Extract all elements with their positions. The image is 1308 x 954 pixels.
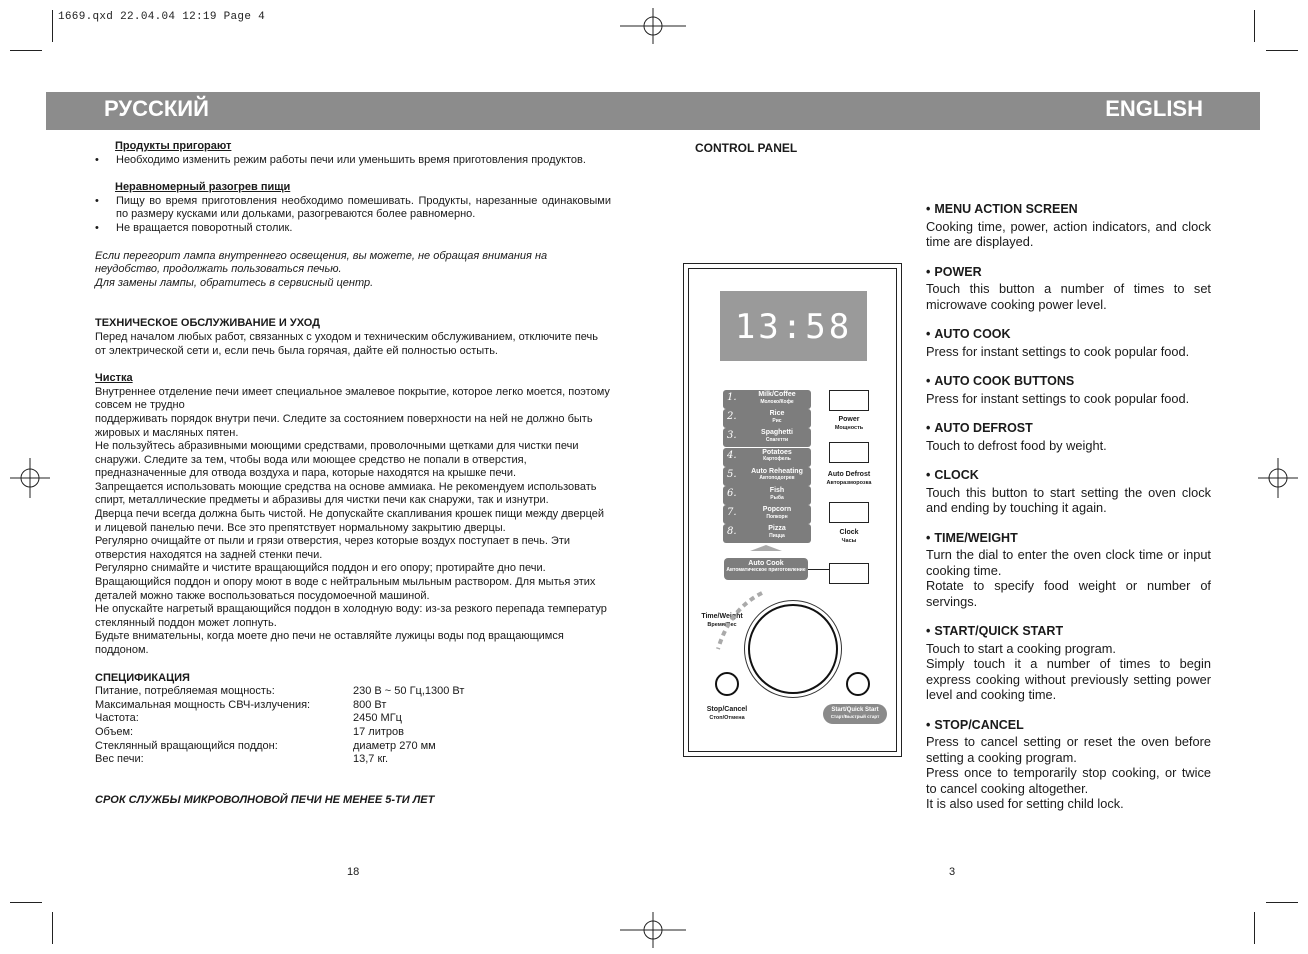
cleaning-paragraph: Вращающийся поддон и опору моют в воде с нейтральным мыльным раствором. Для мытья этих деталей можно также воспользоваться посудомоечной машиной. bbox=[95, 576, 596, 602]
menu-number: 6. bbox=[727, 487, 737, 499]
spec-value: 2450 МГц bbox=[353, 712, 402, 725]
cleaning-paragraph: Дверца печи всегда должна быть чистой. Не допускайте скапливания крошек пищи между дверцей и лицевой панелью печи. Все это препятствует нормальному закрытию дверцы. bbox=[95, 508, 605, 534]
russian-column bbox=[95, 140, 611, 807]
clock-label-ru: Часы bbox=[841, 538, 857, 544]
auto-cook-indicator-box bbox=[829, 563, 869, 584]
english-column bbox=[926, 202, 1211, 827]
menu-label-ru: Попкорн bbox=[766, 513, 788, 520]
auto-cook-buttons bbox=[723, 390, 811, 544]
time-weight-label-en: Time/Weight bbox=[701, 613, 743, 620]
crop-mark bbox=[52, 10, 53, 42]
page-number-right: 3 bbox=[949, 866, 956, 878]
crop-mark bbox=[10, 902, 42, 903]
menu-label: Pizza bbox=[768, 525, 786, 533]
menu-number: 7. bbox=[727, 507, 737, 519]
control-text: Cooking time, power, action indicators, and clock time are displayed. bbox=[926, 218, 1211, 249]
control-title: AUTO COOK BUTTONS bbox=[934, 374, 1075, 388]
spec-key: Объем: bbox=[95, 725, 134, 738]
auto-cook-button[interactable] bbox=[723, 390, 811, 409]
time-weight-label-ru: Время/Вес bbox=[707, 622, 737, 628]
spec-value: 17 литров bbox=[353, 725, 404, 738]
stop-cancel-label-ru: Стоп/Отмена bbox=[709, 715, 745, 721]
menu-label-ru: Пицца bbox=[769, 532, 785, 539]
power-button[interactable] bbox=[829, 390, 869, 411]
menu-number: 8. bbox=[727, 526, 737, 538]
auto-cook-button[interactable] bbox=[723, 486, 811, 505]
language-header-bar bbox=[46, 92, 1260, 130]
auto-cook-button[interactable] bbox=[723, 448, 811, 467]
auto-cook-button[interactable] bbox=[724, 558, 808, 580]
menu-label: Auto Reheating bbox=[751, 467, 803, 475]
start-label-ru: Старт/Быстрый старт bbox=[830, 713, 880, 719]
control-text: Rotate to specify food weight or number of servings. bbox=[926, 578, 1211, 609]
control-description: • STOP/CANCEL Press to cancel setting or reset the oven before setting a cooking program. Press once to temporarily stop cooking, or twice to cancel cooking altogether. It is also used for setting child lock. bbox=[926, 717, 1211, 811]
menu-label-ru: Рыба bbox=[770, 494, 784, 501]
stop-cancel-label-en: Stop/Cancel bbox=[706, 706, 748, 713]
slug-line: 1669.qxd 22.04.04 12:19 Page 4 bbox=[58, 11, 266, 23]
registration-mark-top bbox=[620, 8, 686, 44]
control-text: Touch to defrost food by weight. bbox=[926, 437, 1107, 453]
clock-button[interactable] bbox=[829, 502, 869, 523]
control-text: Touch this button to start setting the oven clock and ending by touching it again. bbox=[926, 484, 1211, 515]
menu-label-ru: Рис bbox=[772, 417, 782, 424]
crop-mark bbox=[10, 50, 42, 51]
cleaning-paragraph: Не пользуйтесь абразивными моющими средствами, проволочными щетками для чистки печи снаружи. Следите за тем, чтобы вода или моющее средство не попали в отверстия, предназначенные для отвода воздуха и пара, которые находятся на крышке печи. bbox=[95, 440, 579, 480]
power-label bbox=[819, 416, 879, 432]
cleaning-paragraph: Регулярно снимайте и чистите вращающийся поддон и его опору; протирайте дно печи. bbox=[95, 562, 546, 575]
menu-label-ru: Спагетти bbox=[765, 436, 789, 443]
power-label-en: Power bbox=[838, 416, 860, 423]
start-quick-start-button[interactable] bbox=[846, 672, 870, 696]
spec-row bbox=[95, 726, 611, 740]
menu-label: Potatoes bbox=[762, 448, 792, 456]
menu-label: Milk/Coffee bbox=[758, 391, 796, 398]
crop-mark bbox=[1266, 50, 1298, 51]
uneven-title: Неравномерный разогрев пищи bbox=[115, 181, 291, 194]
spec-value: 13,7 кг. bbox=[353, 753, 389, 766]
cleaning-title: Чистка bbox=[95, 372, 133, 385]
page-number-left: 18 bbox=[347, 866, 360, 878]
menu-label: Rice bbox=[769, 410, 785, 418]
time-weight-dial[interactable] bbox=[748, 604, 838, 694]
crop-mark bbox=[1266, 902, 1298, 903]
auto-cook-label-ru: Автоматическое приготовление bbox=[726, 567, 806, 573]
auto-cook-button[interactable] bbox=[723, 467, 811, 486]
registration-mark-bottom bbox=[620, 912, 686, 948]
control-panel-diagram bbox=[683, 263, 902, 757]
menu-label: Fish bbox=[769, 486, 785, 494]
control-description: • START/QUICK START Touch to start a cooking program. Simply touch it a number of times to begin express cooking without previously setting power level and cooking time. bbox=[926, 624, 1211, 702]
auto-defrost-button[interactable] bbox=[829, 442, 869, 463]
spec-key: Питание, потребляемая мощность: bbox=[95, 685, 275, 698]
control-description: • AUTO DEFROST Touch to defrost food by weight. bbox=[926, 421, 1211, 453]
spec-row bbox=[95, 740, 611, 754]
control-text: Simply touch it a number of times to begin express cooking without previously setting power level and cooking time. bbox=[926, 656, 1211, 702]
auto-defrost-label-ru: Авторазморозка bbox=[826, 480, 872, 486]
burning-bullet: • Необходимо изменить режим работы печи или уменьшить время приготовления продуктов. bbox=[95, 154, 611, 168]
cleaning-paragraph: Запрещается использовать моющие средства на основе аммиака. Не рекомендуем использовать спирт, металлические предметы и абразивы для чистки печи как снаружи, так и изнутри. bbox=[95, 480, 597, 507]
control-text: Press to cancel setting or reset the oven before setting a cooking program. bbox=[926, 734, 1211, 765]
auto-cook-button[interactable] bbox=[723, 524, 811, 543]
menu-number: 3. bbox=[727, 430, 737, 442]
spec-value: диаметр 270 мм bbox=[353, 739, 436, 752]
lamp-note-2: Для замены лампы, обратитесь в сервисный центр. bbox=[95, 276, 374, 289]
auto-cook-label-en: Auto Cook bbox=[748, 560, 784, 567]
menu-label-ru: Картофель bbox=[763, 456, 791, 463]
menu-number: 4. bbox=[727, 449, 737, 461]
cleaning-paragraph: Регулярно очищайте от пыли и грязи отверстия, через которые воздух поступает в печь. Эти отверстия находятся на задней стенки печи. bbox=[95, 535, 571, 561]
crop-mark bbox=[1254, 10, 1255, 42]
uneven-bullet-1: • Пищу во время приготовления необходимо помешивать. Продукты, нарезанные одинаковыми по размеру кусками или дольками, разогреваются более равномерно. bbox=[95, 195, 611, 222]
lamp-note-1: Если перегорит лампа внутреннего освещения, вы можете, не обращая внимания на неудобство, продолжать пользоваться печью. bbox=[95, 249, 548, 276]
control-description: • AUTO COOK Press for instant settings to cook popular food. bbox=[926, 327, 1211, 359]
registration-mark-right bbox=[1258, 458, 1298, 498]
auto-defrost-label bbox=[814, 471, 884, 487]
control-text: Touch to start a cooking program. bbox=[926, 640, 1116, 656]
language-title-english: ENGLISH bbox=[1105, 96, 1203, 121]
auto-cook-button[interactable] bbox=[723, 409, 811, 428]
maintenance-text: Перед началом любых работ, связанных с уходом и техническим обслуживанием, отключите печь от электрической сети и, если печь была горячая, дайте ей полностью остыть. bbox=[95, 330, 598, 357]
menu-number: 2. bbox=[727, 411, 737, 423]
control-text: It is also used for setting child lock. bbox=[926, 796, 1124, 811]
control-title: CLOCK bbox=[934, 468, 979, 482]
control-title: START/QUICK START bbox=[934, 624, 1064, 638]
display-digits: 13:58 bbox=[734, 307, 853, 347]
menu-label: Popcorn bbox=[762, 506, 792, 514]
spec-key: Частота: bbox=[95, 712, 139, 725]
language-title-russian: РУССКИЙ bbox=[104, 96, 209, 121]
control-text: Touch this button a number of times to set microwave cooking power level. bbox=[926, 281, 1211, 312]
cleaning-paragraph: Внутреннее отделение печи имеет специальное эмалевое покрытие, которое легко моется, поэтому совсем не трудно bbox=[95, 385, 610, 412]
control-text: Press once to temporarily stop cooking, or twice to cancel cooking altogether. bbox=[926, 765, 1211, 796]
spec-title: СПЕЦИФИКАЦИЯ bbox=[95, 671, 190, 684]
cleaning-paragraph: Будьте внимательны, когда моете дно печи не оставляйте лужицы воды под вращающимся поддоном. bbox=[95, 630, 564, 656]
auto-cook-button[interactable] bbox=[723, 428, 811, 447]
control-title: AUTO DEFROST bbox=[934, 421, 1033, 435]
registration-mark-left bbox=[10, 458, 50, 498]
auto-cook-button[interactable] bbox=[723, 505, 811, 524]
menu-label: Spaghetti bbox=[761, 429, 793, 437]
auto-defrost-label-en: Auto Defrost bbox=[827, 471, 871, 478]
crop-mark bbox=[52, 912, 53, 944]
stop-cancel-button[interactable] bbox=[715, 672, 739, 696]
control-title: TIME/WEIGHT bbox=[934, 530, 1018, 545]
spec-row bbox=[95, 712, 611, 726]
control-description: • MENU ACTION SCREEN Cooking time, power, action indicators, and clock time are displayed. bbox=[926, 202, 1211, 249]
spec-value: 800 Вт bbox=[353, 698, 387, 711]
control-text: Press for instant settings to cook popular food. bbox=[926, 390, 1190, 406]
spec-row bbox=[95, 699, 611, 713]
spec-key: Стеклянный вращающийся поддон: bbox=[95, 739, 278, 752]
spec-table bbox=[95, 685, 611, 767]
up-arrow-icon bbox=[750, 545, 782, 551]
menu-action-screen bbox=[720, 291, 867, 361]
spec-row bbox=[95, 685, 611, 699]
control-description: • TIME/WEIGHT Turn the dial to enter the oven clock time or input cooking time. Rotate to specify food weight or number of servings. bbox=[926, 530, 1211, 609]
control-description: • AUTO COOK BUTTONS Press for instant settings to cook popular food. bbox=[926, 374, 1211, 406]
start-label-en: Start/Quick Start bbox=[831, 707, 879, 713]
control-text: Turn the dial to enter the oven clock time or input cooking time. bbox=[926, 547, 1211, 578]
crop-mark bbox=[1254, 912, 1255, 944]
spec-key: Максимальная мощность СВЧ-излучения: bbox=[95, 698, 311, 711]
service-life-note: СРОК СЛУЖБЫ МИКРОВОЛНОВОЙ ПЕЧИ НЕ МЕНЕЕ 5-ТИ ЛЕТ bbox=[95, 793, 435, 806]
menu-number: 5. bbox=[727, 468, 737, 480]
power-label-ru: Мощность bbox=[834, 425, 864, 431]
control-text: Press for instant settings to cook popular food. bbox=[926, 343, 1190, 359]
start-quick-start-label bbox=[823, 704, 887, 724]
spec-row bbox=[95, 753, 611, 767]
menu-label-ru: Автоподогрев bbox=[759, 475, 795, 482]
cleaning-paragraph: поддерживать порядок внутри печи. Следите за состоянием поверхности на ней не должно быть жировых и масляных пятен. bbox=[95, 412, 593, 439]
clock-label-en: Clock bbox=[839, 529, 859, 536]
burning-title: Продукты пригорают bbox=[115, 140, 232, 152]
control-title: AUTO COOK bbox=[934, 327, 1011, 341]
spec-value: 230 В ~ 50 Гц,1300 Вт bbox=[353, 685, 465, 698]
menu-label-ru: Молоко/Кофе bbox=[760, 398, 794, 405]
uneven-bullet-2: • Не вращается поворотный столик. bbox=[95, 222, 611, 236]
control-description: • POWER Touch this button a number of times to set microwave cooking power level. bbox=[926, 264, 1211, 312]
control-title: STOP/CANCEL bbox=[934, 717, 1024, 732]
auto-cook-connector bbox=[808, 569, 829, 570]
maintenance-title: ТЕХНИЧЕСКОЕ ОБСЛУЖИВАНИЕ И УХОД bbox=[95, 317, 321, 330]
control-description: • CLOCK Touch this button to start setting the oven clock and ending by touching it again. bbox=[926, 468, 1211, 515]
control-panel-title: CONTROL PANEL bbox=[695, 141, 798, 155]
stop-cancel-label bbox=[697, 706, 757, 722]
control-title: POWER bbox=[934, 264, 982, 279]
control-title: MENU ACTION SCREEN bbox=[934, 202, 1078, 216]
spec-key: Вес печи: bbox=[95, 753, 144, 766]
menu-number: 1. bbox=[727, 392, 737, 403]
clock-label bbox=[819, 529, 879, 545]
cleaning-paragraph: Не опускайте нагретый вращающийся поддон в холодную воду: из-за резкого перепада температур стеклянный поддон может лопнуть. bbox=[95, 603, 607, 629]
